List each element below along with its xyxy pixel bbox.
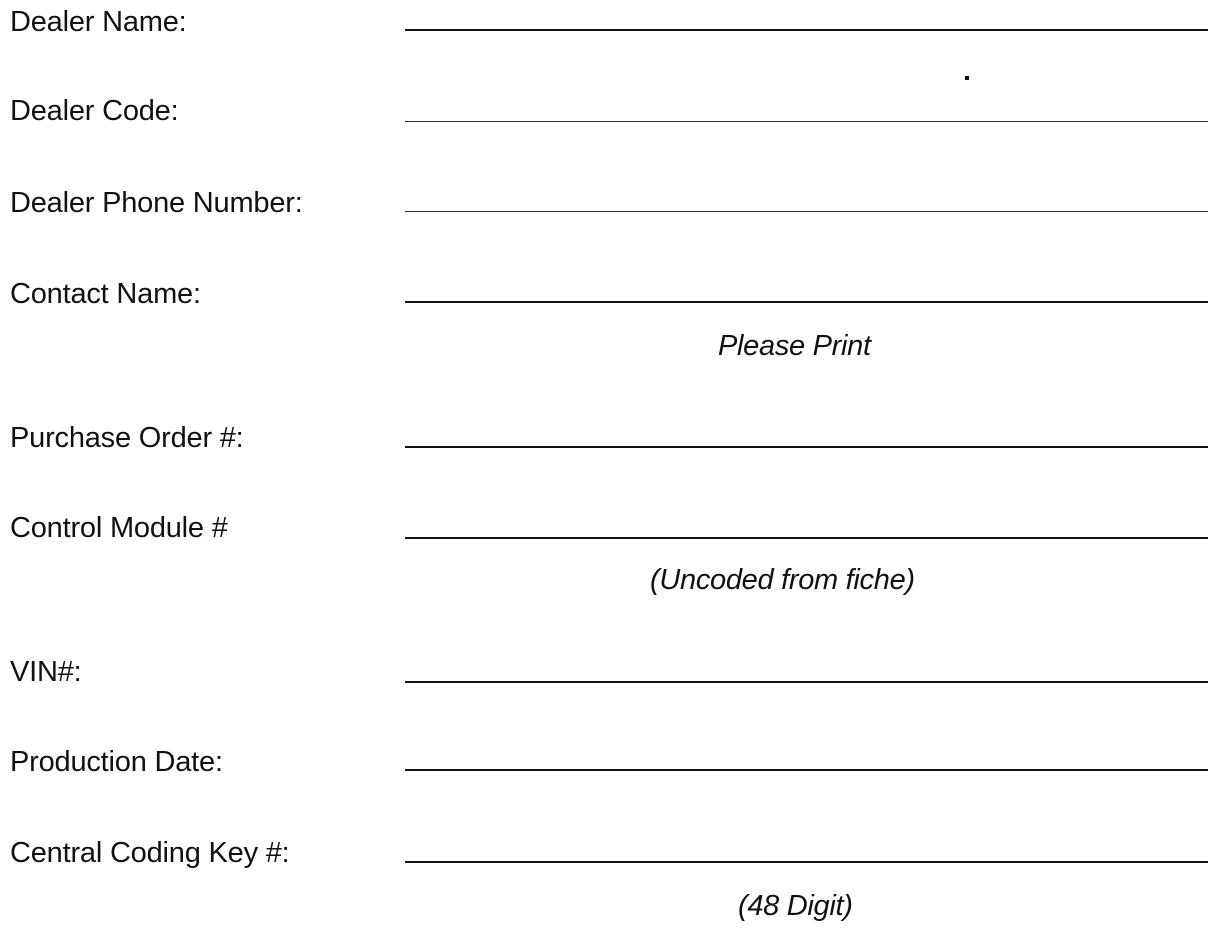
dealer-name-label: Dealer Name: [10,6,187,38]
stray-mark [965,76,969,80]
contact-name-row [0,276,1216,316]
central-coding-key-row [0,835,1216,875]
purchase-order-label: Purchase Order #: [10,422,244,454]
production-date-row [0,744,1216,784]
central-coding-key-label: Central Coding Key #: [10,837,290,869]
dealer-code-field[interactable] [405,121,1208,122]
control-module-label: Control Module # [10,512,228,544]
dealer-name-field[interactable] [405,29,1208,31]
dealer-code-row [0,93,1216,133]
dealer-phone-row [0,185,1216,225]
contact-name-field[interactable] [405,301,1208,303]
vin-row [0,654,1216,694]
dealer-code-label: Dealer Code: [10,95,179,127]
purchase-order-field[interactable] [405,446,1208,448]
dealer-name-row [0,4,1216,44]
contact-name-hint: Please Print [718,330,871,362]
control-module-row [0,510,1216,550]
vin-label: VIN#: [10,656,82,688]
dealer-phone-label: Dealer Phone Number: [10,187,303,219]
production-date-label: Production Date: [10,746,223,778]
vin-field[interactable] [405,681,1208,683]
central-coding-key-field[interactable] [405,861,1208,863]
production-date-field[interactable] [405,769,1208,771]
contact-name-label: Contact Name: [10,278,201,310]
purchase-order-row [0,420,1216,460]
control-module-hint: (Uncoded from fiche) [650,564,915,596]
central-coding-key-hint: (48 Digit) [738,890,853,922]
control-module-field[interactable] [405,537,1208,539]
dealer-phone-field[interactable] [405,211,1208,212]
